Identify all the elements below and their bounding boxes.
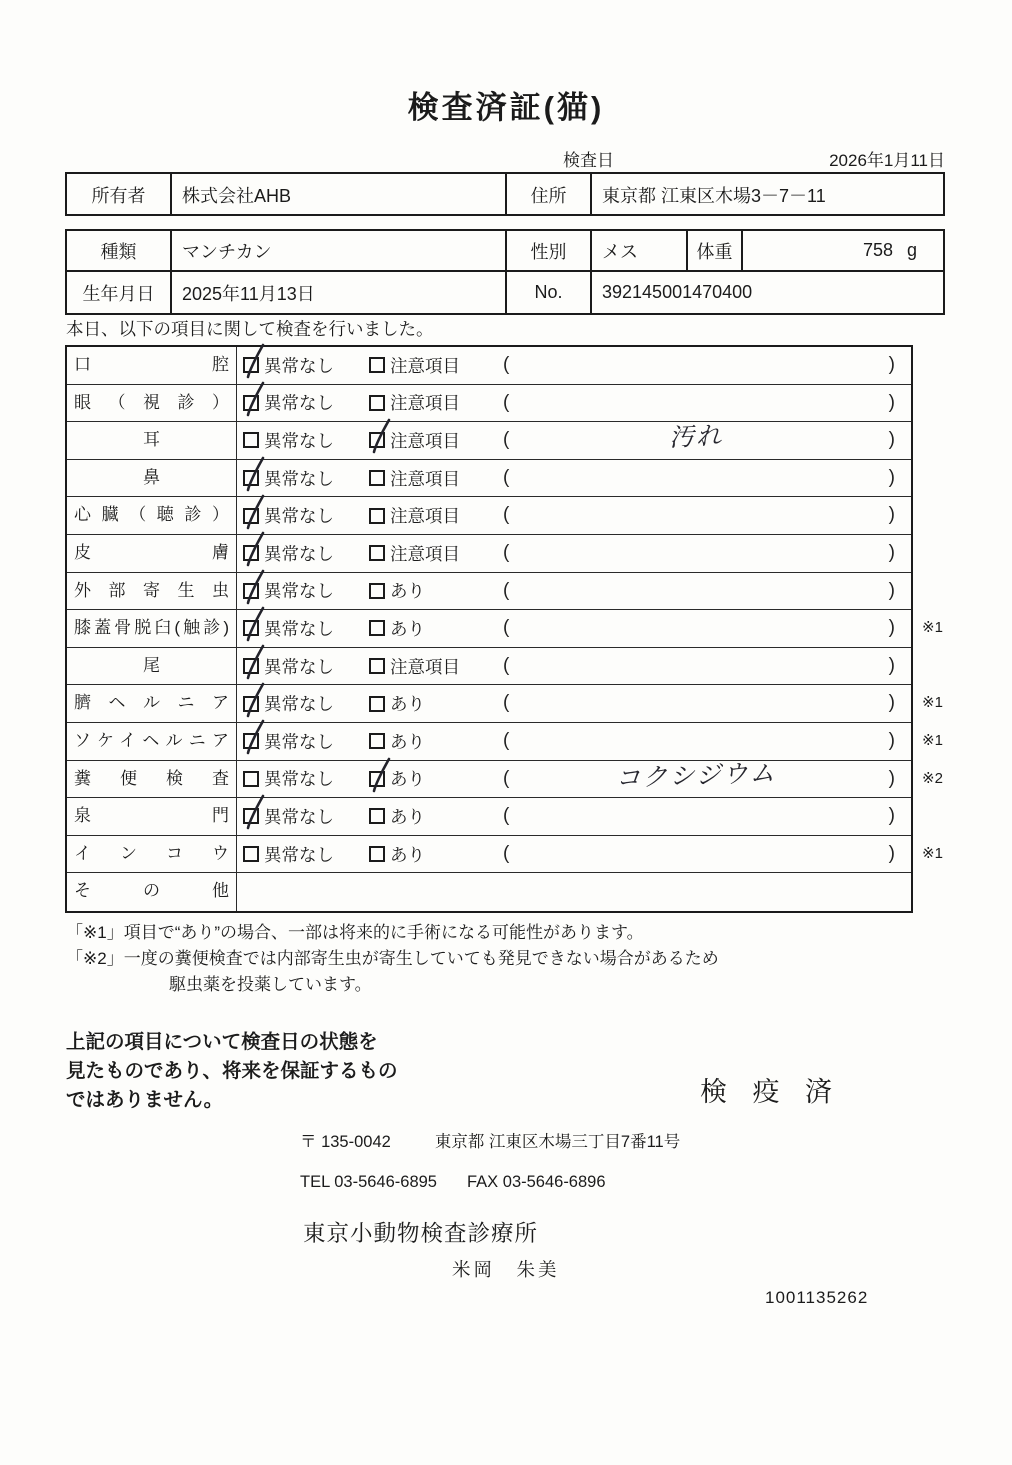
- exam-row-content: [237, 347, 911, 384]
- disclaimer-line: 見たものであり、将来を保証するもの: [66, 1060, 398, 1082]
- weight-value: 758: [862, 240, 893, 260]
- exam-option-flagged: [369, 610, 425, 647]
- exam-row: [67, 648, 911, 686]
- exam-row: [67, 497, 911, 535]
- paren-open: (: [503, 579, 510, 601]
- exam-option-flagged: [369, 573, 425, 610]
- exam-option-flagged: [369, 761, 425, 798]
- exam-row: [67, 798, 911, 836]
- handwritten-check-icon: [242, 643, 268, 683]
- paren-open: (: [503, 504, 510, 526]
- checkbox-icon: [243, 620, 259, 636]
- footnote-ref-mark: ※1: [922, 731, 943, 749]
- exam-option-no-abnormality: [243, 761, 334, 798]
- footnote-line: 駆虫薬を投薬しています。: [169, 975, 372, 994]
- exam-option-no-abnormality: [243, 347, 334, 384]
- handwritten-check-icon: [368, 417, 394, 457]
- checkbox-icon: [243, 658, 259, 674]
- checkbox-icon: [243, 357, 259, 373]
- disclaimer-line: ではありません。: [66, 1089, 224, 1111]
- exam-item-label: ソケイヘルニア: [67, 723, 237, 760]
- footnotes: [66, 920, 719, 998]
- checkbox-icon: [243, 432, 259, 448]
- exam-option-label: あり: [390, 581, 425, 602]
- handwritten-check-icon: [242, 530, 268, 570]
- exam-row: [67, 610, 943, 648]
- weight-cell: [743, 231, 943, 270]
- exam-item-label: 外部寄生虫: [67, 573, 237, 610]
- paren-close: ): [888, 504, 895, 526]
- paren-open: (: [503, 692, 510, 714]
- paren-close: ): [888, 354, 895, 375]
- checkbox-icon: [243, 508, 259, 524]
- checkbox-icon: [243, 583, 259, 599]
- exam-option-label: 異常なし: [264, 543, 334, 564]
- intro-text: 本日、以下の項目に関して検査を行いました。: [66, 319, 434, 339]
- paren-close: ): [888, 391, 895, 413]
- paren-open: (: [503, 541, 510, 563]
- exam-option-no-abnormality: [243, 573, 334, 610]
- exam-row-content: [237, 798, 911, 835]
- sex-value: メス: [602, 241, 638, 262]
- exam-item-label: 耳: [67, 422, 237, 459]
- exam-option-label: 注意項目: [390, 430, 460, 451]
- exam-option-flagged: [369, 685, 425, 722]
- footnote-ref-mark: ※2: [922, 769, 943, 787]
- exam-option-label: 注意項目: [390, 506, 460, 527]
- birthdate-label: 生年月日: [67, 272, 172, 313]
- paren-open: (: [503, 654, 510, 676]
- exam-row-content: [237, 685, 911, 722]
- checkbox-icon: [369, 357, 385, 373]
- exam-row-content: [237, 836, 911, 873]
- exam-option-label: 注意項目: [390, 355, 460, 376]
- clinic-name: 東京小動物検査診療所: [303, 1221, 539, 1246]
- sex-label: 性別: [505, 231, 592, 270]
- exam-item-label: インコウ: [67, 836, 237, 873]
- footnote-ref-mark: ※1: [922, 619, 943, 637]
- animal-info-table: [65, 229, 945, 315]
- exam-row-content: [237, 535, 911, 572]
- paren-close: ): [888, 767, 895, 789]
- exam-option-flagged: [369, 347, 460, 384]
- exam-option-no-abnormality: [243, 610, 334, 647]
- paren-close: ): [888, 541, 895, 563]
- paren-close: ): [888, 429, 895, 451]
- exam-option-label: 注意項目: [390, 393, 460, 414]
- clinic-address: 東京都 江東区木場三丁目7番11号: [434, 1133, 681, 1151]
- inspection-date-value: 2026年1月11日: [829, 151, 945, 170]
- exam-option-label: あり: [390, 731, 425, 752]
- footnote-line: 「※2」一度の糞便検査では内部寄生虫が寄生していても発見できない場合があるため: [66, 949, 719, 968]
- exam-item-label: その他: [67, 873, 237, 911]
- disclaimer-text: [66, 1028, 398, 1115]
- exam-item-label: 膝蓋骨脱臼(触診): [67, 610, 237, 647]
- checkbox-icon: [369, 508, 385, 524]
- checkbox-icon: [243, 808, 259, 824]
- weight-label: 体重: [686, 231, 743, 270]
- exam-option-flagged: [369, 497, 460, 534]
- exam-item-label: 心臓（聴診）: [67, 497, 237, 534]
- clinic-fax: FAX 03-5646-6896: [467, 1173, 606, 1191]
- paren-close: ): [888, 654, 895, 676]
- handwritten-check-icon: [242, 455, 268, 495]
- handwritten-note: コクシジウム: [614, 758, 778, 793]
- paren-open: (: [503, 617, 510, 639]
- exam-option-label: 注意項目: [390, 468, 460, 489]
- exam-option-label: 異常なし: [264, 769, 334, 790]
- handwritten-check-icon: [242, 718, 268, 758]
- exam-option-flagged: [369, 422, 460, 459]
- exam-option-no-abnormality: [243, 685, 334, 722]
- checkbox-icon: [369, 733, 385, 749]
- paren-close: ): [888, 729, 895, 751]
- paren-close: ): [888, 466, 895, 488]
- serial-number: 1001135262: [765, 1288, 869, 1307]
- exam-option-no-abnormality: [243, 422, 334, 459]
- exam-option-label: 異常なし: [264, 844, 334, 865]
- exam-option-flagged: [369, 535, 460, 572]
- handwritten-check-icon: [242, 793, 268, 833]
- weight-unit: g: [906, 240, 917, 260]
- breed-label: 種類: [67, 231, 172, 270]
- exam-option-label: 異常なし: [264, 468, 334, 489]
- exam-item-label: 泉門: [67, 798, 237, 835]
- paren-close: ): [888, 617, 895, 639]
- exam-row: [67, 535, 911, 573]
- breed-sex-weight-row: [67, 231, 943, 272]
- checkbox-icon: [369, 470, 385, 486]
- exam-item-label: 臍ヘルニア: [67, 685, 237, 722]
- handwritten-check-icon: [242, 493, 268, 533]
- exam-table: [65, 345, 943, 913]
- handwritten-check-icon: [242, 568, 268, 608]
- exam-item-label: 尾: [67, 648, 237, 685]
- checkbox-icon: [369, 620, 385, 636]
- exam-option-no-abnormality: [243, 648, 334, 685]
- paren-open: (: [503, 842, 510, 864]
- checkbox-icon: [369, 808, 385, 824]
- inspection-date-label: 検査日: [563, 151, 614, 170]
- number-value: 392145001470400: [602, 282, 753, 302]
- exam-option-label: 異常なし: [264, 506, 334, 527]
- exam-option-label: 異常なし: [264, 694, 334, 715]
- exam-row: [67, 422, 911, 460]
- exam-item-label: 口腔: [67, 347, 237, 384]
- exam-option-label: あり: [390, 806, 425, 827]
- checkbox-icon: [369, 658, 385, 674]
- exam-row-content: [237, 648, 911, 685]
- exam-option-label: 異常なし: [264, 393, 334, 414]
- paren-open: (: [503, 767, 510, 789]
- paren-open: (: [503, 805, 510, 827]
- exam-row-content: [237, 758, 911, 798]
- clinic-tel-line: [300, 1173, 606, 1192]
- birthdate-number-row: [67, 272, 943, 313]
- exam-option-label: 注意項目: [390, 656, 460, 677]
- exam-option-label: 異常なし: [264, 618, 334, 639]
- exam-option-flagged: [369, 723, 425, 760]
- breed-value: マンチカン: [182, 241, 272, 262]
- exam-row-content: [237, 573, 911, 610]
- exam-row: [67, 758, 943, 799]
- handwritten-check-icon: [242, 342, 268, 382]
- handwritten-check-icon: [242, 605, 268, 645]
- checkbox-icon: [369, 583, 385, 599]
- paren-open: (: [503, 466, 510, 488]
- address-value: 東京都 江東区木場3－7－11: [602, 186, 826, 206]
- owner-label: 所有者: [67, 174, 172, 216]
- paren-open: (: [503, 729, 510, 751]
- exam-option-label: あり: [390, 769, 425, 790]
- exam-row: [67, 873, 911, 911]
- footnote-ref-mark: ※1: [922, 694, 943, 712]
- owner-value: 株式会社AHB: [182, 186, 292, 206]
- address-label: 住所: [505, 174, 592, 216]
- exam-row-content: [237, 497, 911, 534]
- exam-option-flagged: [369, 648, 460, 685]
- checkbox-icon: [243, 696, 259, 712]
- exam-option-no-abnormality: [243, 460, 334, 497]
- checkbox-icon: [243, 771, 259, 787]
- exam-option-no-abnormality: [243, 497, 334, 534]
- exam-option-flagged: [369, 460, 460, 497]
- clinic-tel: TEL 03-5646-6895: [300, 1173, 437, 1191]
- exam-row: [67, 347, 911, 385]
- exam-item-label: 皮膚: [67, 535, 237, 572]
- exam-option-label: 異常なし: [264, 656, 334, 677]
- checkbox-icon: [243, 395, 259, 411]
- checkbox-icon: [369, 846, 385, 862]
- paren-close: ): [888, 579, 895, 601]
- exam-row: [67, 685, 943, 723]
- exam-row-content: [237, 460, 911, 497]
- exam-option-no-abnormality: [243, 836, 334, 873]
- exam-option-label: 異常なし: [264, 731, 334, 752]
- exam-row-content: [237, 873, 911, 911]
- checkbox-icon: [243, 545, 259, 561]
- page-title: 検査済証(猫): [407, 90, 605, 125]
- disclaimer-line: 上記の項目について検査日の状態を: [66, 1031, 378, 1053]
- footnote-line: 「※1」項目で“あり”の場合、一部は将来的に手術になる可能性があります。: [66, 923, 644, 942]
- clinic-address-line: [300, 1128, 680, 1152]
- handwritten-note: 汚れ: [668, 422, 724, 453]
- exam-item-label: 鼻: [67, 460, 237, 497]
- handwritten-check-icon: [242, 380, 268, 420]
- handwritten-check-icon: [368, 756, 394, 796]
- exam-row-content: [237, 610, 911, 647]
- checkbox-icon: [369, 395, 385, 411]
- exam-row-content: [237, 422, 911, 459]
- footnote-ref-mark: ※1: [922, 844, 943, 862]
- exam-option-label: あり: [390, 618, 425, 639]
- exam-option-no-abnormality: [243, 723, 334, 760]
- exam-option-label: 異常なし: [264, 355, 334, 376]
- paren-open: (: [503, 429, 510, 451]
- paren-open: (: [503, 391, 510, 413]
- exam-option-flagged: [369, 836, 425, 873]
- exam-row: [67, 460, 911, 498]
- exam-option-flagged: [369, 385, 460, 422]
- paren-close: ): [888, 805, 895, 827]
- owner-row: [67, 174, 943, 216]
- exam-option-label: あり: [390, 694, 425, 715]
- clinic-postal-code: 〒 135-0042: [300, 1133, 391, 1151]
- checkbox-icon: [369, 432, 385, 448]
- exam-option-label: 異常なし: [264, 581, 334, 602]
- exam-option-label: あり: [390, 844, 425, 865]
- paren-close: ): [888, 692, 895, 714]
- exam-option-no-abnormality: [243, 385, 334, 422]
- exam-option-label: 異常なし: [264, 430, 334, 451]
- exam-option-no-abnormality: [243, 535, 334, 572]
- paren-open: (: [503, 354, 510, 375]
- veterinarian-name: 米岡 朱美: [452, 1259, 560, 1280]
- exam-item-label: 眼（視診）: [67, 385, 237, 422]
- exam-option-label: 注意項目: [390, 543, 460, 564]
- handwritten-check-icon: [242, 681, 268, 721]
- owner-address-table: [65, 172, 945, 216]
- number-label: No.: [505, 272, 592, 313]
- inspection-date-row: [563, 146, 945, 171]
- exam-option-label: 異常なし: [264, 806, 334, 827]
- exam-option-no-abnormality: [243, 798, 334, 835]
- checkbox-icon: [243, 846, 259, 862]
- checkbox-icon: [369, 545, 385, 561]
- exam-item-label: 糞便検査: [67, 761, 237, 798]
- paren-close: ): [888, 842, 895, 864]
- checkbox-icon: [243, 470, 259, 486]
- quarantine-stamp: 検 疫 済: [700, 1077, 842, 1107]
- exam-row: [67, 573, 911, 611]
- exam-option-flagged: [369, 798, 425, 835]
- exam-row: [67, 836, 943, 874]
- birthdate-value: 2025年11月13日: [182, 283, 315, 304]
- checkbox-icon: [369, 696, 385, 712]
- checkbox-icon: [369, 771, 385, 787]
- checkbox-icon: [243, 733, 259, 749]
